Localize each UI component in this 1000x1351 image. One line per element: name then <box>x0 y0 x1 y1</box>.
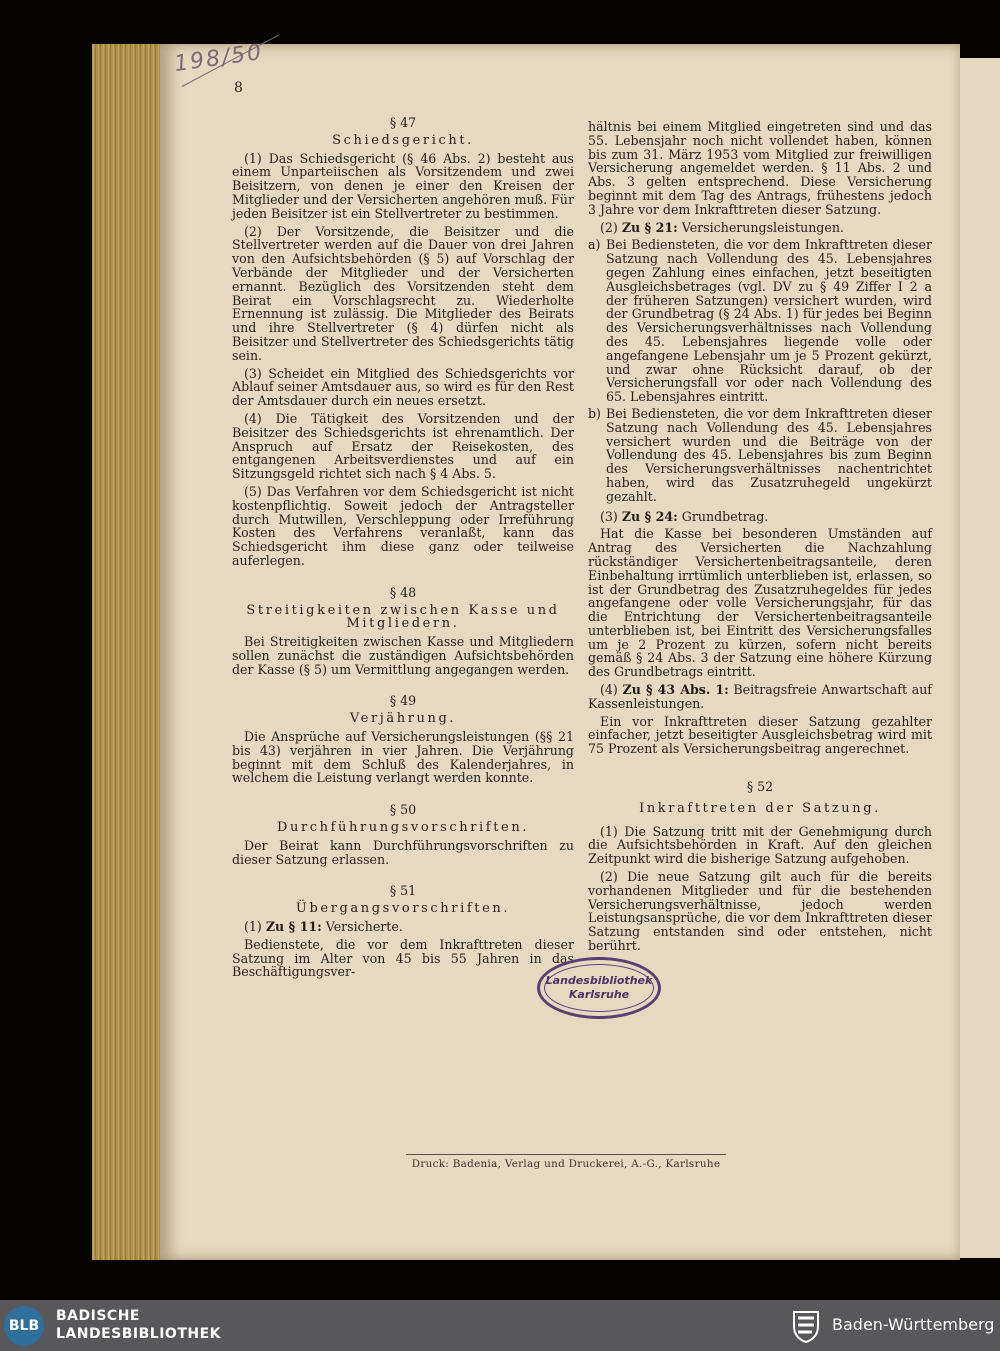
section-heading: Durchführungsvorschriften. <box>276 820 530 836</box>
paragraph: (1) Das Schiedsgericht (§ 46 Abs. 2) besteht aus einem Unparteiischen als Vorsitzendem und zwei Beisitzern, von denen je einer den Kreisen der Mitglieder und der Versicherten angehören muß. Für jeden Beisitzer ist ein Stellvertreter zu bestimmen. <box>232 150 574 221</box>
paragraph: (3) Scheidet ein Mitglied des Schiedsgerichts vor Ablauf seiner Amtsdauer aus, so wird es für den Rest der Amtsdauer durch ein neues ersetzt. <box>232 365 574 409</box>
section-number: § 47 <box>389 115 417 130</box>
section-heading: Verjährung. <box>349 711 457 727</box>
paragraph: Bei Streitigkeiten zwischen Kasse und Mitgliedern sollen zunächst die zuständigen Aufsichtsbehörden der Kasse (§ 5) um Vermittlung angegangen werden. <box>232 634 574 677</box>
left-column <box>232 116 574 983</box>
section-number: § 48 <box>389 584 417 600</box>
paragraph-continued: hältnis bei einem Mitglied eingetreten sind und das 55. Lebensjahr noch nicht vollendet haben, können bis zum 31. März 1953 vom Mitglied zur freiwilligen Versicherung angemeldet werden. § 11 Abs. 2 und Abs. 3 gelten entsprechend. Diese Versicherung beginnt mit dem Tag des Antrags, frühestens jedoch 3 Jahre vor dem Inkrafttreten dieser Satzung. <box>588 119 932 217</box>
blb-logo-icon[interactable]: BLB <box>4 1306 44 1346</box>
paragraph: (5) Das Verfahren vor dem Schiedsgericht ist nicht kostenpflichtig. Soweit jedoch der Antragsteller durch Mutwillen, Verschleppung oder Irreführung Kosten des Verfahrens veranlaßt, kann das Schiedsgericht ihm diese ganz oder teilweise auferlegen. <box>232 483 574 568</box>
paragraph: (1) Die Satzung tritt mit der Genehmigung durch die Aufsichtsbehörden in Kraft. Auf den gleichen Zeitpunkt wird die bisherige Satzung aufgehoben. <box>588 823 932 867</box>
subsection-title: (2) Zu § 21: Versicherungsleistungen. <box>600 219 844 235</box>
subsection-title: (3) Zu § 24: Grundbetrag. <box>600 508 769 524</box>
handwritten-shelfmark: 198/50 <box>172 39 265 78</box>
page-number: 8 <box>234 80 243 96</box>
paragraph: Die Ansprüche auf Versicherungsleistungen (§§ 21 bis 43) verjähren in vier Jahren. Die Verjährung beginnt mit dem Schluß des Kalenderjahres, in welchem die Leistung verlangt werden konnte. <box>232 729 574 786</box>
right-column <box>588 120 932 957</box>
printer-imprint: Druck: Badenia, Verlag und Druckerei, A.-G., Karlsruhe <box>411 1158 721 1170</box>
paragraph: Der Beirat kann Durchführungsvorschriften zu dieser Satzung erlassen. <box>232 837 574 867</box>
paragraph: (2) Die neue Satzung gilt auch für die bereits vorhandenen Mitglieder und für die bestehenden Versicherungsverhältnisse, jedoch werden Leistungsansprüche, die vor dem Inkrafttreten dieser Satzung entstanden sind oder entstehen, nicht berührt. <box>588 869 932 954</box>
library-stamp <box>537 957 661 1019</box>
page-sheet <box>160 39 960 1260</box>
section-heading: Streitigkeiten zwischen Kasse und Mitgliedern. <box>246 602 560 632</box>
paragraph: (4) Die Tätigkeit des Vorsitzenden und der Beisitzer des Schiedsgerichts ist ehrenamtlich. Der Anspruch auf Ersatz der Reisekosten, des entgangenen Arbeitsverdienstes und auf ein Sitzungsgeld richtet sich nach § 4 Abs. 5. <box>232 410 574 482</box>
section-number: § 49 <box>389 693 417 709</box>
adjacent-page <box>958 58 1000 1258</box>
subsection-title: (1) Zu § 11: Versicherte. <box>244 919 403 935</box>
stamp-line: Landesbibliothek <box>545 974 653 987</box>
imprint-rule <box>406 1154 726 1155</box>
section-heading: Inkrafttreten der Satzung. <box>639 800 881 816</box>
section-number: § 51 <box>389 883 417 899</box>
paragraph: Hat die Kasse bei besonderen Umständen auf Antrag des Versicherten die Nachzahlung rückständiger Versichertenbeitragsanteile, deren Einbehaltung irrtümlich unterblieben ist, erlassen, so ist der Grundbetrag des Zusatzruhegeldes für jedes angefangene oder volle Versicherungsjahr, für das die Entrichtung der Versichertenbeitragsanteile unterblieben ist, bei Eintritt des Versicherungsfalles um je 2 Prozent zu kürzen, sofern nicht bereits gemäß § 24 Abs. 3 der Satzung eine höhere Kürzung des Grundbetrags eintritt. <box>588 526 932 680</box>
section-heading: Übergangsvorschriften. <box>295 901 511 917</box>
subsection-title: (4) Zu § 43 Abs. 1: Beitragsfreie Anwartschaft auf Kassenleistungen. <box>588 682 932 711</box>
paragraph: Bedienstete, die vor dem Inkrafttreten dieser Satzung im Alter von 45 bis 55 Jahren in das Beschäftigungsver- <box>232 936 574 980</box>
library-name-line1[interactable]: BADISCHE <box>56 1308 140 1324</box>
coat-of-arms-icon <box>790 1308 822 1344</box>
section-number: § 52 <box>746 779 774 795</box>
section-heading: Schiedsgericht. <box>332 132 474 148</box>
state-name-link[interactable]: Baden-Württemberg <box>832 1315 995 1334</box>
list-item: a) Bei Bediensteten, die vor dem Inkrafttreten dieser Satzung nach Vollendung des 45. Lebensjahres gegen Zahlung eines einfachen, jetzt beseitigten Ausgleichsbetrages (vgl. DV zu § 49 Ziffer I 2 a der früheren Satzungen) versichert wurden, wird der Grundbetrag (§ 24 Abs. 1) für jedes bei Beginn des Versicherungsverhältnisses nach Vollendung des 45. Lebensjahres liegende volle oder angefangene Lebensjahr um je 5 Prozent gekürzt, und zwar ohne Rücksicht darauf, ob der Versicherungsfall vor oder nach Vollendung des 65. Lebensjahres eintritt. <box>588 237 932 405</box>
paragraph: Ein vor Inkrafttreten dieser Satzung gezahlter einfacher, jetzt beseitigter Ausgleichsbetrag wird mit 75 Prozent als Versicherungsbeitrag angerechnet. <box>588 713 932 757</box>
list-item: b) Bei Bediensteten, die vor dem Inkrafttreten dieser Satzung nach Vollendung des 45. Lebensjahres versichert wurden und die Beiträge von der Vollendung des 45. Lebensjahres bis zum Beginn des Versicherungsverhältnisses nachentrichtet haben, wird das Zusatzruhegeld ungekürzt gezahlt. <box>588 405 932 504</box>
stamp-line: Karlsruhe <box>568 988 630 1001</box>
library-name-line2[interactable]: LANDESBIBLIOTHEK <box>56 1326 222 1342</box>
paragraph: (2) Der Vorsitzende, die Beisitzer und die Stellvertreter werden auf die Dauer von drei Jahren von den Aufsichtsbehörden (§ 5) auf Vorschlag der Verbände der Mitglieder und der Versicherten ernannt. Bezüglich des Vorsitzenden steht dem Beirat ein Vorschlagsrecht zu. Wiederholte Ernennung ist zulässig. Die Mitglieder des Beirats und ihre Stellvertreter (§ 4) dürfen nicht als Beisitzer und Stellvertreter des Schiedsgerichts tätig sein. <box>232 223 574 363</box>
viewer-footer-bar <box>0 1300 1000 1351</box>
book-page-edges <box>92 44 164 1260</box>
section-number: § 50 <box>389 802 417 818</box>
